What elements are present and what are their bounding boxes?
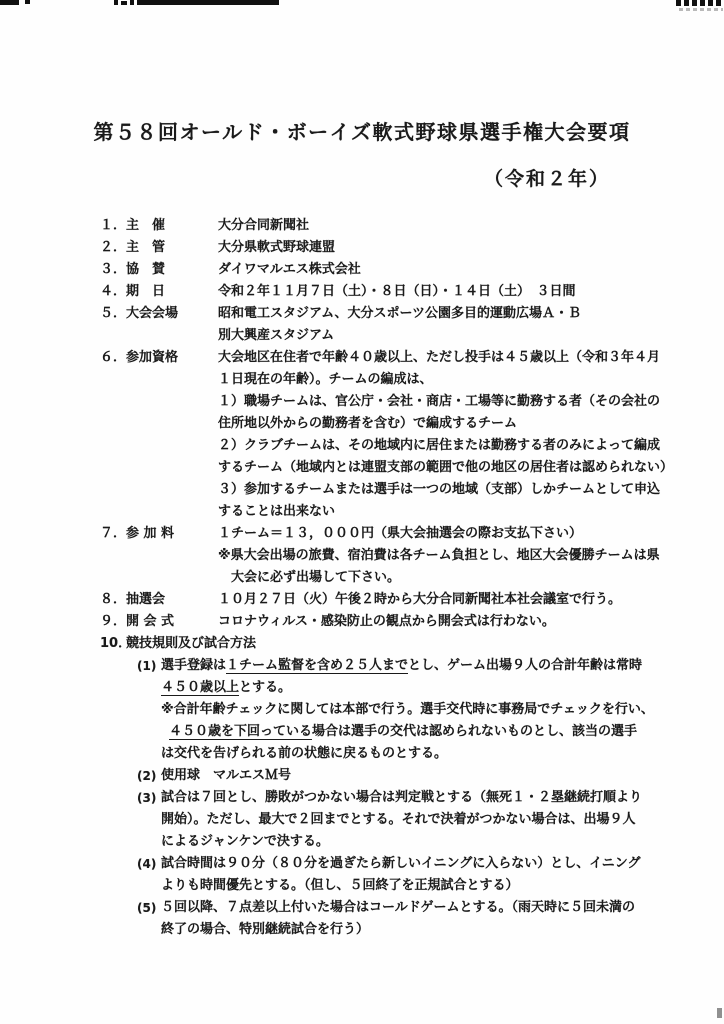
item-venue bbox=[100, 303, 710, 347]
rule-text-underlined: ４５０歳を下回っている bbox=[169, 724, 313, 739]
rule-5 bbox=[137, 897, 710, 941]
item-label: 主 管 bbox=[126, 240, 166, 255]
rule-text: とし、ゲーム出場９人の合計年齢は常時 bbox=[408, 658, 643, 673]
item-number: ５． bbox=[100, 306, 127, 321]
item-opening bbox=[100, 611, 710, 633]
item-label: 参 加 料 bbox=[126, 526, 175, 541]
scan-artifact bbox=[676, 0, 724, 6]
rule-1-note bbox=[161, 721, 654, 743]
rule-1 bbox=[137, 655, 710, 765]
rule-2 bbox=[137, 765, 710, 787]
item-number: ７． bbox=[100, 526, 127, 541]
rule-number: (1) bbox=[137, 659, 157, 673]
rule-text: 選手登録は bbox=[161, 658, 227, 673]
rule-text: とする。 bbox=[239, 680, 292, 695]
item-host bbox=[100, 215, 710, 237]
eligibility-line: 住所地以外からの勤務者を含む）で編成するチーム bbox=[218, 416, 518, 431]
item-label: 期 日 bbox=[126, 284, 166, 299]
item-label: 大会会場 bbox=[126, 306, 179, 321]
document-title: 第５８回オールド・ボーイズ軟式野球県選手権大会要項 bbox=[93, 120, 631, 144]
rule-number: (3) bbox=[137, 791, 157, 805]
eligibility-line: 大会地区在住者で年齢４０歳以上、ただし投手は４５歳以上（令和３年４月 bbox=[218, 350, 661, 365]
rule-5-line: ５回以降、７点差以上付いた場合はコールドゲームとする。（雨天時に５回未満の bbox=[161, 900, 635, 915]
item-number: ４． bbox=[100, 284, 127, 299]
item-dates bbox=[100, 281, 710, 303]
scan-artifact bbox=[114, 0, 118, 5]
item-text: 大分県軟式野球連盟 bbox=[218, 240, 336, 255]
item-text: １０月２７日（火）午後２時から大分合同新聞社本社会議室で行う。 bbox=[218, 592, 622, 607]
rule-4 bbox=[137, 853, 710, 897]
fee-line: ※県大会出場の旅費、宿泊費は各チーム負担とし、地区大会優勝チームは県 bbox=[218, 548, 660, 563]
item-number: ９． bbox=[100, 614, 127, 629]
eligibility-line: ３）参加するチームまたは選手は一つの地域（支部）しかチームとして申込 bbox=[218, 482, 661, 497]
item-number: 10． bbox=[100, 636, 132, 651]
scan-artifact bbox=[0, 0, 19, 5]
rule-1-note: ※合計年齢チェックに関しては本部で行う。選手交代時に事務局でチェックを行い、 bbox=[161, 702, 654, 717]
rule-4-line: 試合時間は９０分（８０分を過ぎたら新しいイニングに入らない）とし、イニング bbox=[161, 856, 641, 871]
scan-artifact bbox=[130, 0, 134, 5]
rule-3-line: 開始）。ただし、最大で２回までとする。それで決着がつかない場合は、出場９人 bbox=[161, 812, 636, 827]
eligibility-line: ２）クラブチームは、その地域内に居住または勤務する者のみによって編成 bbox=[218, 438, 661, 453]
item-label: 開 会 式 bbox=[126, 614, 175, 629]
rule-text-underlined: １チーム監督を含め２５人まで bbox=[226, 658, 409, 673]
scan-artifact bbox=[679, 8, 723, 11]
item-number: ６． bbox=[100, 350, 127, 365]
document-body bbox=[100, 215, 710, 941]
rule-3-line: によるジャンケンで決する。 bbox=[161, 834, 329, 849]
scan-artifact bbox=[717, 1008, 722, 1018]
fee-line: 大会に必ず出場して下さい。 bbox=[218, 570, 401, 585]
item-manager bbox=[100, 237, 710, 259]
eligibility-line: するチーム（地域内とは連盟支部の範囲で他の地区の居住者は認められない） bbox=[218, 460, 674, 475]
venue-line: 別大興産スタジアム bbox=[218, 328, 335, 343]
item-label: 参加資格 bbox=[126, 350, 179, 365]
item-label: 主 催 bbox=[126, 218, 166, 233]
item-label: 抽選会 bbox=[126, 592, 166, 607]
rule-5-line: 終了の場合、特別継続試合を行う） bbox=[161, 922, 370, 937]
item-text: 令和２年１１月７日（土）・８日（日）・１４日（土） ３日間 bbox=[218, 284, 576, 299]
fee-line: １チーム＝１３，０００円（県大会抽選会の際お支払下さい） bbox=[218, 526, 583, 541]
item-text: 大分合同新聞社 bbox=[218, 218, 310, 233]
rule-1-note: は交代を告げられる前の状態に戻るものとする。 bbox=[161, 746, 448, 761]
rules-subitems bbox=[137, 655, 710, 941]
rule-text-underlined: ４５０歳以上 bbox=[161, 680, 240, 695]
eligibility-line: １日現在の年齢）。チームの編成は、 bbox=[218, 372, 433, 387]
eligibility-line: することは出来ない bbox=[218, 504, 336, 519]
rule-3-line: 試合は７回とし、勝敗がつかない場合は判定戦とする（無死１・２塁継続打順より bbox=[161, 790, 643, 805]
rule-3 bbox=[137, 787, 710, 853]
item-lottery bbox=[100, 589, 710, 611]
rule-1-line bbox=[161, 655, 654, 677]
item-rules-heading bbox=[100, 633, 710, 655]
rule-text: 場合は選手の交代は認められないものとし、該当の選手 bbox=[312, 724, 638, 739]
item-sponsor bbox=[100, 259, 710, 281]
item-number: １． bbox=[100, 218, 127, 233]
rule-4-line: よりも時間優先とする。（但し、５回終了を正規試合とする） bbox=[161, 878, 519, 893]
eligibility-line: １）職場チームは、官公庁・会社・商店・工場等に勤務する者（その会社の bbox=[218, 394, 661, 409]
item-fee bbox=[100, 523, 710, 589]
rule-1-line bbox=[161, 677, 654, 699]
venue-line: 昭和電工スタジアム、大分スポーツ公園多目的運動広場Ａ・Ｂ bbox=[218, 306, 581, 321]
scan-artifact bbox=[137, 0, 279, 5]
rule-number: (5) bbox=[137, 901, 157, 915]
rule-text: 使用球 マルエスＭ号 bbox=[161, 768, 292, 783]
scan-artifact bbox=[121, 1, 127, 5]
era-label: （令和２年） bbox=[483, 168, 610, 190]
item-number: ２． bbox=[100, 240, 127, 255]
rule-number: (4) bbox=[137, 857, 157, 871]
item-text: コロナウィルス・感染防止の観点から開会式は行わない。 bbox=[218, 614, 555, 629]
item-eligibility bbox=[100, 347, 710, 523]
rules-heading: 競技規則及び試合方法 bbox=[126, 636, 257, 651]
item-number: ３． bbox=[100, 262, 127, 277]
item-number: ８． bbox=[100, 592, 127, 607]
scan-artifact bbox=[25, 0, 30, 4]
rule-number: (2) bbox=[137, 769, 157, 783]
item-text: ダイワマルエス株式会社 bbox=[218, 262, 361, 277]
item-label: 協 賛 bbox=[126, 262, 166, 277]
